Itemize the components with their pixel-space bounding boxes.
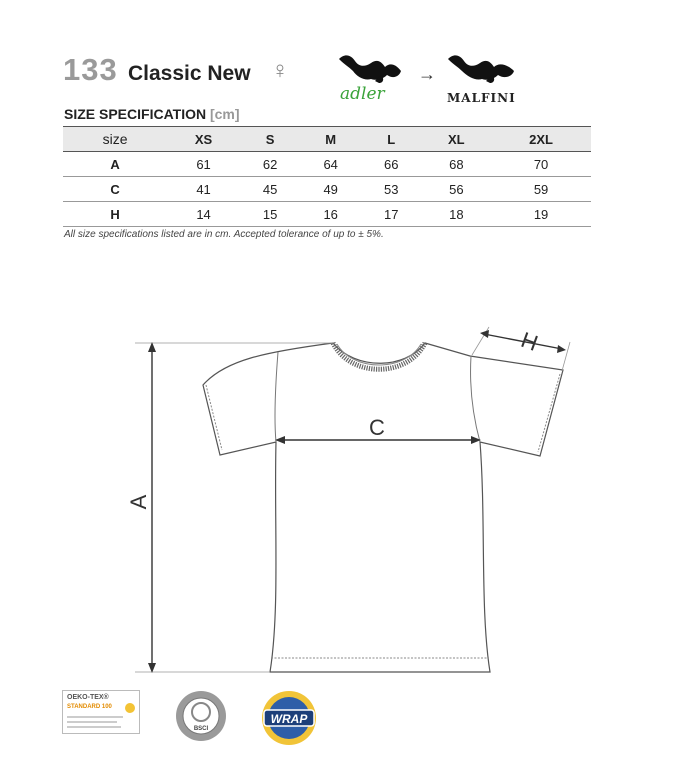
row-label: C	[63, 177, 167, 202]
table-cell: 62	[240, 152, 301, 177]
table-cell: 17	[361, 202, 422, 227]
oeko-fine-print	[67, 726, 121, 728]
spec-unit: [cm]	[209, 106, 240, 122]
table-cell: 56	[422, 177, 492, 202]
oeko-fine-print	[67, 716, 123, 718]
product-code: 133	[63, 52, 118, 87]
table-cell: 18	[422, 202, 492, 227]
table-header-row	[63, 127, 591, 152]
bsci-badge	[175, 690, 227, 742]
table-cell: 70	[491, 152, 591, 177]
table-cell: 66	[361, 152, 422, 177]
measure-c-label: C	[369, 415, 385, 440]
table-cell: 59	[491, 177, 591, 202]
row-label: A	[63, 152, 167, 177]
row-label: H	[63, 202, 167, 227]
spec-title	[64, 106, 240, 122]
table-cell: 15	[240, 202, 301, 227]
wrap-text: WRAP	[270, 712, 308, 726]
table-cell: 61	[167, 152, 240, 177]
table-cell: 14	[167, 202, 240, 227]
column-header: XS	[167, 127, 240, 152]
oeko-standard: STANDARD 100	[67, 704, 112, 710]
table-row	[63, 152, 591, 177]
table-cell: 64	[300, 152, 361, 177]
table-row	[63, 177, 591, 202]
table-cell: 68	[422, 152, 492, 177]
table-cell: 53	[361, 177, 422, 202]
oeko-fine-print	[67, 721, 117, 723]
table-row	[63, 202, 591, 227]
tolerance-note: All size specifications listed are in cm. Accepted tolerance of up to ± 5%.	[64, 229, 384, 240]
product-name: Classic New	[128, 62, 251, 85]
table-cell: 45	[240, 177, 301, 202]
measure-a-label: A	[126, 494, 151, 510]
oeko-tex-badge	[62, 690, 140, 734]
tshirt-outline	[203, 343, 563, 672]
table-cell: 49	[300, 177, 361, 202]
adler-logo-text: adler	[340, 84, 385, 104]
bsci-text: BSCI	[193, 726, 209, 732]
wrap-badge	[258, 690, 320, 746]
oeko-title: OEKO-TEX®	[67, 694, 109, 701]
column-header: M	[300, 127, 361, 152]
spec-title-text: SIZE SPECIFICATION	[64, 106, 207, 122]
arrow-right-icon: →	[418, 64, 436, 84]
table-cell: 16	[300, 202, 361, 227]
column-header: 2XL	[491, 127, 591, 152]
sun-icon	[125, 703, 135, 713]
female-icon: ♀	[271, 57, 289, 84]
column-header: size	[63, 127, 167, 152]
table-cell: 41	[167, 177, 240, 202]
column-header: S	[240, 127, 301, 152]
malfini-logo-text: MALFINI	[447, 91, 516, 105]
table-cell: 19	[491, 202, 591, 227]
size-table	[63, 126, 591, 227]
column-header: XL	[422, 127, 492, 152]
measure-h-label: H	[517, 326, 542, 356]
tshirt-diagram	[126, 320, 570, 680]
column-header: L	[361, 127, 422, 152]
